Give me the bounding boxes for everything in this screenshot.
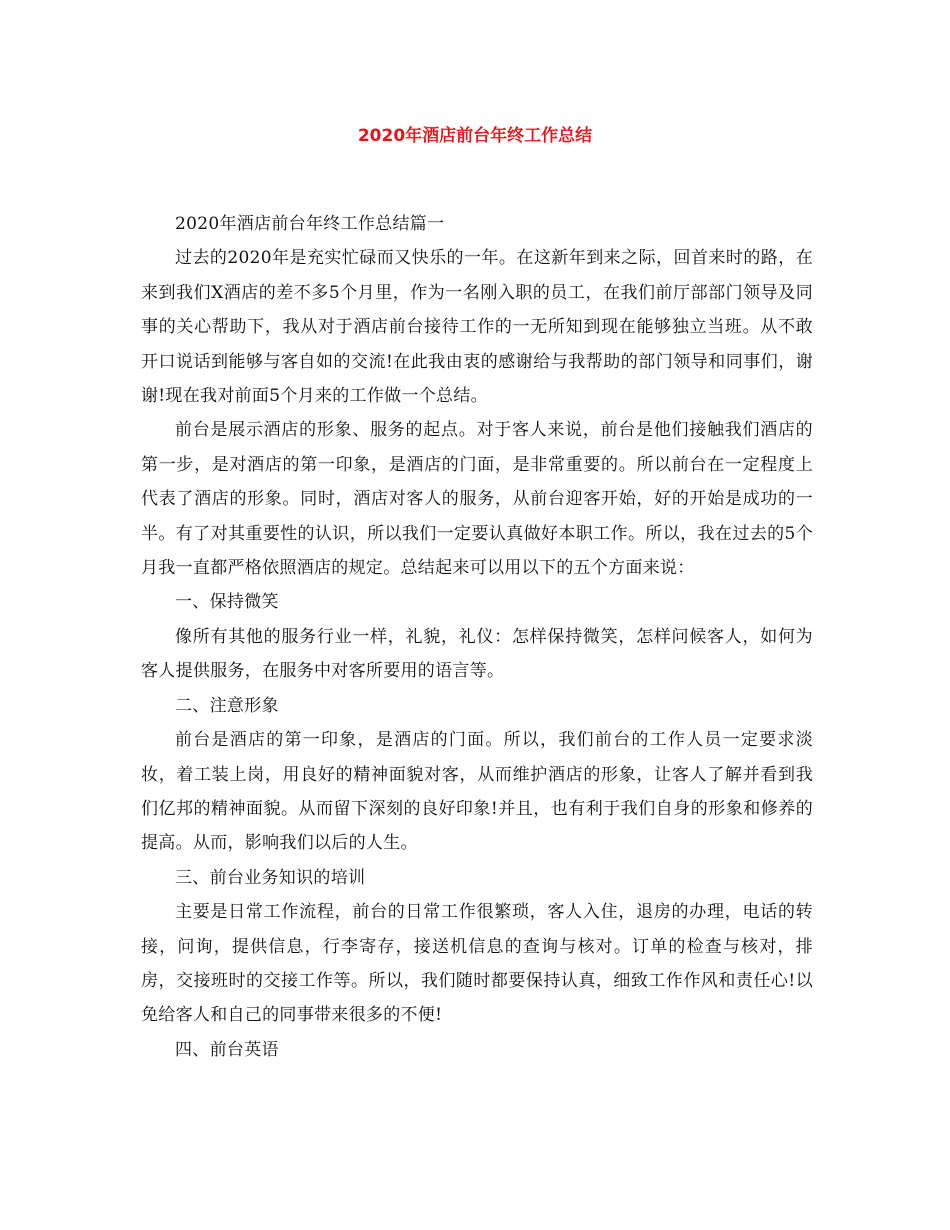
paragraph-training: 主要是日常工作流程，前台的日常工作很繁琐，客人入住，退房的办理，电话的转接，问询，提供信息，行李寄存，接送机信息的查询与核对。订单的检查与核对，排房，交接班时的交接工作等。所以，我们随时都要保持认真，细致工作作风和责任心!以免给客人和自己的同事带来很多的不便! [141,902,813,1026]
document-title: 2020年酒店前台年终工作总结 [357,126,593,146]
section-heading-english: 四、前台英语 [175,1039,279,1060]
paragraph-intro: 过去的2020年是充实忙碌而又快乐的一年。在这新年到来之际，回首来时的路，在来到我们X酒店的差不多5个月里，作为一名刚入职的员工，在我们前厅部部门领导及同事的关心帮助下，我从对于酒店前台接待工作的一无所知到现在能够独立当班。从不敢开口说话到能够与客自如的交流!在此我由衷的感谢给与我帮助的部门领导和同事们，谢谢!现在我对前面5个月来的工作做一个总结。 [141,248,813,407]
section-heading-image: 二、注意形象 [175,695,279,716]
section-heading-smile: 一、保持微笑 [175,592,279,613]
paragraph-smile: 像所有其他的服务行业一样，礼貌，礼仪：怎样保持微笑，怎样问候客人，如何为客人提供服务，在服务中对客所要用的语言等。 [141,626,813,682]
document-body [141,207,813,1067]
paragraph-image: 前台是酒店的第一印象，是酒店的门面。所以，我们前台的工作人员一定要求淡妆，着工装上岗，用良好的精神面貌对客，从而维护酒店的形象，让客人了解并看到我们亿邦的精神面貌。从而留下深刻的良好印象!并且，也有利于我们自身的形象和修养的提高。从而，影响我们以后的人生。 [141,730,813,854]
section-heading-training: 三、前台业务知识的培训 [175,867,366,888]
section-heading-article: 2020年酒店前台年终工作总结篇一 [175,214,445,234]
paragraph-front-desk-role: 前台是展示酒店的形象、服务的起点。对于客人来说，前台是他们接触我们酒店的第一步，是对酒店的第一印象，是酒店的门面，是非常重要的。所以前台在一定程度上代表了酒店的形象。同时，酒店对客人的服务，从前台迎客开始，好的开始是成功的一半。有了对其重要性的认识，所以我们一定要认真做好本职工作。所以，我在过去的5个月我一直都严格依照酒店的规定。总结起来可以用以下的五个方面来说： [141,420,813,579]
